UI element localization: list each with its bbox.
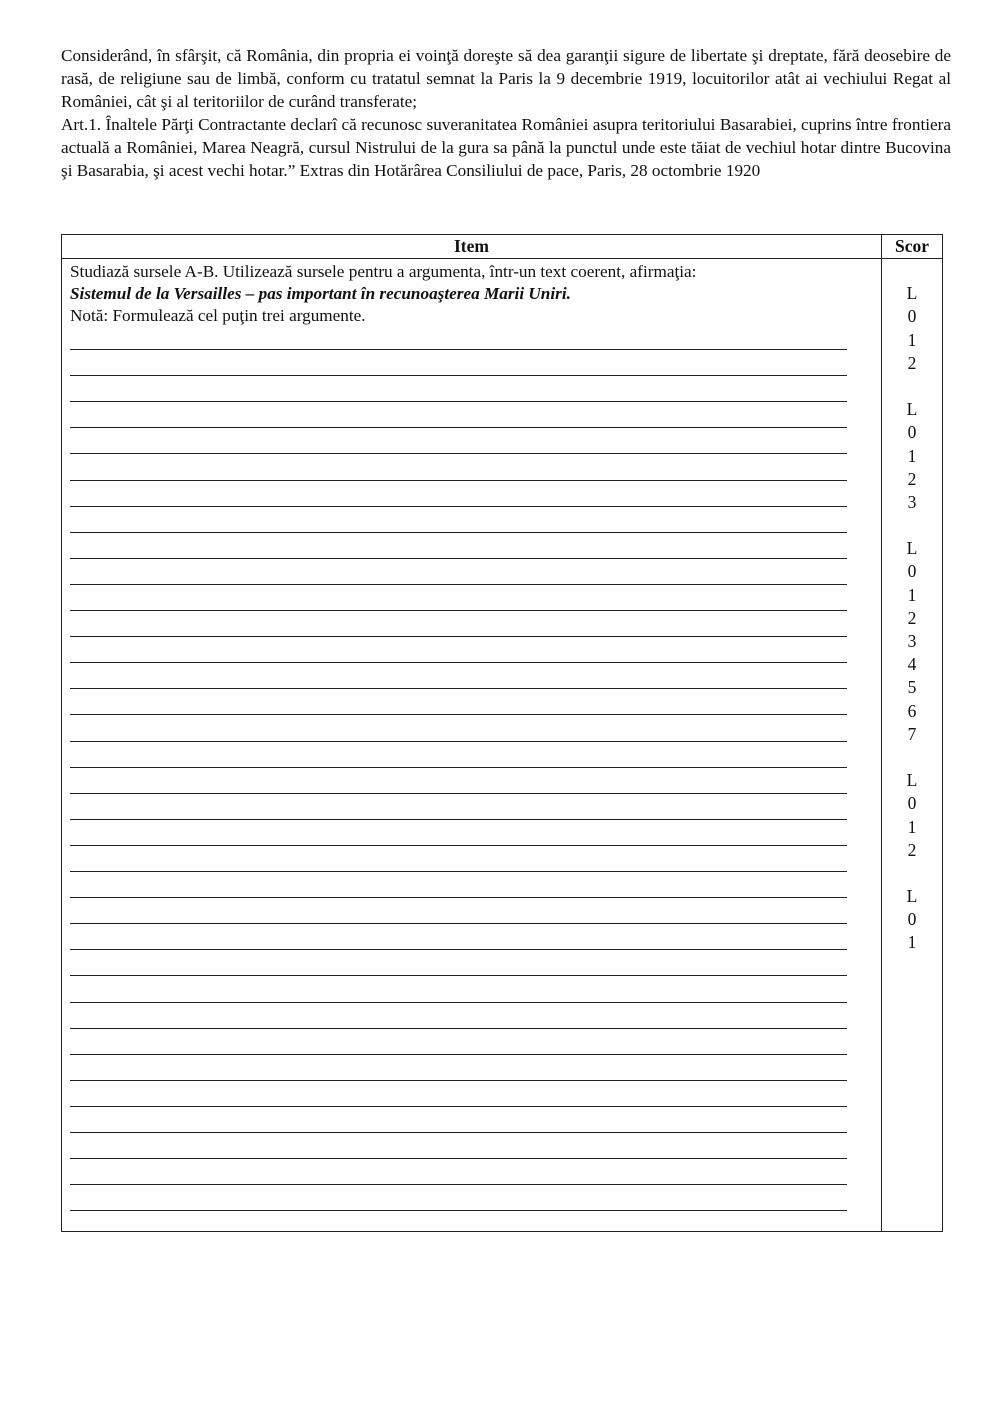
- score-spacer: [882, 862, 942, 885]
- score-value: L: [906, 538, 918, 559]
- score-spacer: [882, 514, 942, 537]
- statement-to-argue: Sistemul de la Versailles – pas important în recunoaşterea Marii Uniri.: [70, 284, 571, 303]
- answer-line[interactable]: [70, 1054, 847, 1055]
- answer-line[interactable]: [70, 453, 847, 454]
- source-paragraph-2: Art.1. Înaltele Părţi Contractante declarî că recunosc suveranitatea României asupra teritoriului Basarabiei, cuprins între frontiera actuală a României, Marea Neagră, cursul Nistrului de la gura sa până la punctul unde este tăiat de vechiul hotar dintre Bucovina şi Basarabia, şi acest vechi hotar.” Extras din Hotărârea Consiliului de pace, Paris, 28 octombrie 1920: [61, 115, 951, 180]
- answer-line[interactable]: [70, 975, 847, 976]
- score-value: L: [906, 283, 918, 304]
- score-value: 2: [907, 607, 917, 628]
- score-value: 0: [907, 561, 917, 582]
- score-column-header: Scor: [882, 235, 943, 259]
- answer-line[interactable]: [70, 949, 847, 950]
- score-value: 3: [907, 491, 917, 512]
- answer-line[interactable]: [70, 767, 847, 768]
- score-spacer: [882, 746, 942, 769]
- task-note: Notă: Formulează cel puţin trei argumente.: [70, 306, 366, 325]
- answer-line[interactable]: [70, 688, 847, 689]
- answer-line[interactable]: [70, 923, 847, 924]
- answer-line[interactable]: [70, 662, 847, 663]
- answer-line[interactable]: [70, 819, 847, 820]
- score-value: 6: [907, 700, 917, 721]
- answer-line[interactable]: [70, 401, 847, 402]
- score-value: 7: [907, 723, 917, 744]
- answer-line[interactable]: [70, 714, 847, 715]
- score-value: 0: [907, 793, 917, 814]
- answer-line[interactable]: [70, 1002, 847, 1003]
- answer-table: [61, 234, 943, 1232]
- score-value: 0: [907, 422, 917, 443]
- score-value: 4: [907, 654, 917, 675]
- score-value: 2: [907, 468, 917, 489]
- answer-line[interactable]: [70, 506, 847, 507]
- task-instruction: Studiază sursele A-B. Utilizează sursele pentru a argumenta, într-un text coerent, afirmaţia:: [70, 262, 697, 281]
- answer-line[interactable]: [70, 375, 847, 376]
- score-value: 1: [907, 329, 917, 350]
- answer-line[interactable]: [70, 532, 847, 533]
- answer-line[interactable]: [70, 741, 847, 742]
- score-spacer: [882, 259, 942, 282]
- source-paragraph-1: Considerând, în sfârşit, că România, din propria ei voinţă doreşte să dea garanţii sigure de libertate şi dreptate, fără deosebire de rasă, de religiune sau de limbă, conform cu tratatul semnat la Paris la 9 decembrie 1919, locuitorilor atât ai vechiului Regat al României, cât şi al teritoriilor de curând transferate;: [61, 46, 951, 111]
- answer-line[interactable]: [70, 1028, 847, 1029]
- answer-line[interactable]: [70, 1210, 847, 1211]
- answer-line[interactable]: [70, 897, 847, 898]
- score-value: 2: [907, 839, 917, 860]
- score-spacer: [882, 955, 942, 978]
- score-value: L: [906, 770, 918, 791]
- score-value: L: [906, 886, 918, 907]
- answer-line[interactable]: [70, 1132, 847, 1133]
- table-header-row: [62, 235, 943, 259]
- item-column-header: Item: [62, 235, 882, 259]
- answer-line[interactable]: [70, 793, 847, 794]
- score-value: 1: [907, 445, 917, 466]
- answer-line[interactable]: [70, 558, 847, 559]
- source-text: [61, 44, 951, 182]
- score-value: 2: [907, 352, 917, 373]
- answer-line[interactable]: [70, 1080, 847, 1081]
- score-value: 1: [907, 816, 917, 837]
- answer-writing-area[interactable]: [70, 327, 873, 1207]
- answer-line[interactable]: [70, 1158, 847, 1159]
- item-cell: [62, 259, 882, 1232]
- answer-line[interactable]: [70, 1106, 847, 1107]
- score-spacer: [882, 375, 942, 398]
- score-value: 0: [907, 909, 917, 930]
- answer-line[interactable]: [70, 845, 847, 846]
- answer-line[interactable]: [70, 871, 847, 872]
- answer-line[interactable]: [70, 610, 847, 611]
- score-value: L: [906, 399, 918, 420]
- score-value: 1: [907, 932, 917, 953]
- answer-line[interactable]: [70, 427, 847, 428]
- answer-line[interactable]: [70, 1184, 847, 1185]
- score-value: 0: [907, 306, 917, 327]
- answer-line[interactable]: [70, 636, 847, 637]
- score-value: 1: [907, 584, 917, 605]
- score-value: 3: [907, 631, 917, 651]
- table-row: [62, 259, 943, 1232]
- score-value: 5: [907, 677, 917, 698]
- answer-line[interactable]: [70, 349, 847, 350]
- score-cell: [882, 259, 943, 1232]
- answer-line[interactable]: [70, 584, 847, 585]
- answer-line[interactable]: [70, 480, 847, 481]
